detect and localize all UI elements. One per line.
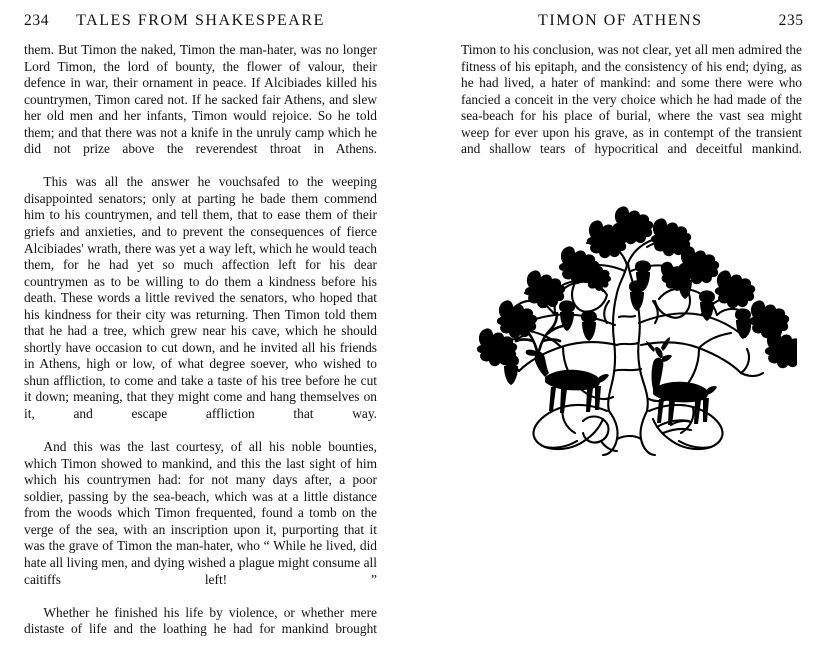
oak-tree-with-two-deer-illustration [467, 205, 797, 457]
verso-running-head [24, 0, 377, 42]
paragraph: And this was the last courtesy, of all his noble bounties, which Timon showed to mankind, and this the last sight of him which his countrymen had: for not many days after, a poor soldier, passing by the sea-beach, which was at a little distance from the woods which Timon frequented, found a tomb on the verge of the sea, with an inscription upon it, purporting that it was the grave of Timon the man-hater, who “ While he lived, did hate all living men, and dying wished a plague might consume all caitiffs left! ” [24, 439, 377, 587]
recto-folio: 235 [778, 12, 804, 29]
paragraph: Timon to his conclusion, was not clear, yet all men admired the fitness of his epitaph, and the consistency of his end; dying, as he had lived, a hater of mankind: and some there were who fancied a conceit in the very choice which he had made of the sea-beach for his place of burial, where the vast sea might weep for ever upon his grave, as in contempt of the transient and shallow tears of hypocritical and deceitful mankind. [461, 42, 802, 157]
paragraph: them. But Timon the naked, Timon the man-hater, was no longer Lord Timon, the lord of bounty, the flower of valour, their defence in war, their ornament in peace. If Alcibiades killed his countrymen, Timon cared not. If he sacked fair Athens, and slew her old men and her infants, Timon would rejoice. So he told them; and that there was not a knife in the unruly camp which he did not prize above the reverendest throat in Athens. [24, 42, 377, 157]
tailpiece-illustration-container [461, 205, 802, 457]
recto-body-text [461, 42, 802, 174]
verso-body-text [24, 42, 377, 654]
verso-running-title: TALES FROM SHAKESPEARE [76, 12, 325, 29]
paragraph: Whether he finished his life by violence, or whether mere distaste of life and the loathing he had for mankind brought [24, 604, 377, 637]
recto-page [413, 0, 826, 566]
recto-running-head [461, 0, 802, 42]
paragraph: This was all the answer he vouchsafed to the weeping disappointed senators; only at parting he bade them commend him to his countrymen, and tell them, that to ease them of their griefs and anxieties, and to prevent the consequences of fierce Alcibiades' wrath, there was yet a way left, which he would teach them, for he had yet so much affection left for his dear countrymen as to be willing to do them a kindness before his death. These words a little revived the senators, who hoped that his kindness for their city was returning. Then Timon told them that he had a tree, which grew near his cave, which he should shortly have occasion to cut down, and he invited all his friends in Athens, high or low, of what degree soever, who wished to shun affliction, to come and take a taste of his tree before he cut it down; meaning, that they might come and hang themselves on it, and escape affliction that way. [24, 174, 377, 422]
verso-folio: 234 [24, 12, 50, 29]
recto-running-title: TIMON OF ATHENS [538, 12, 703, 29]
verso-page [0, 0, 413, 637]
